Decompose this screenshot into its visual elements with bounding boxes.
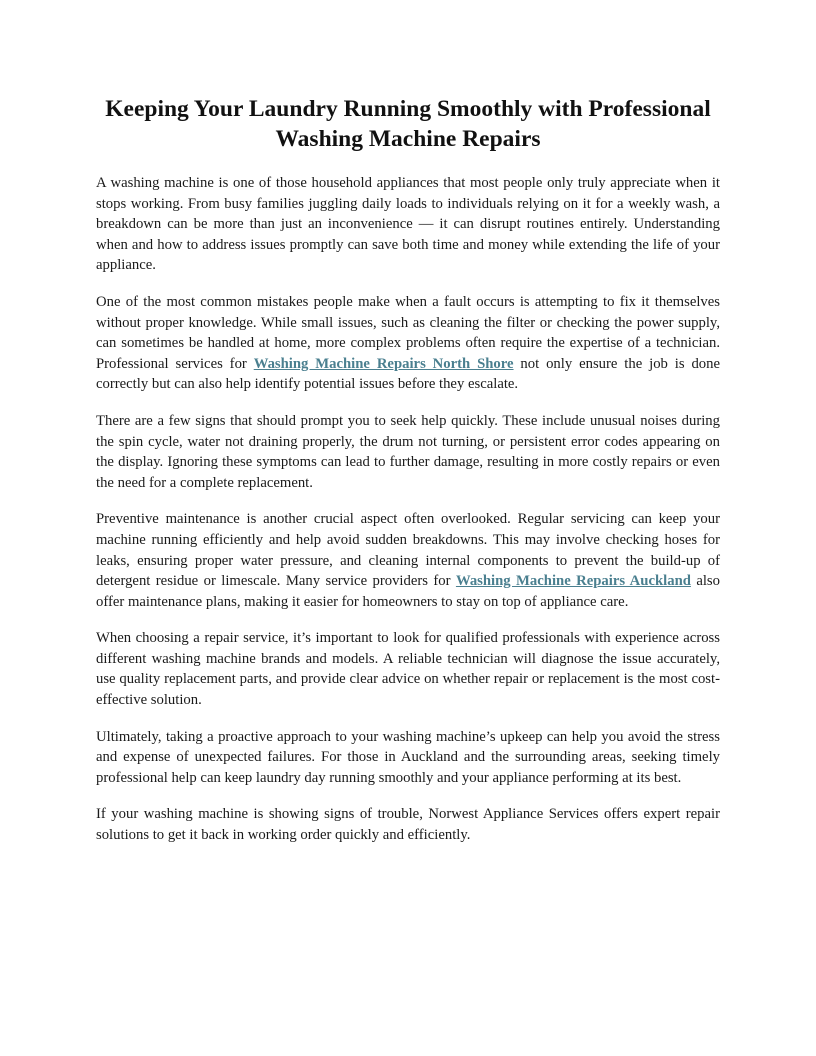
paragraph-intro: A washing machine is one of those household appliances that most people only truly appreciate when it stops working. From busy families juggling daily loads to individuals relying on it for a weekly wash, a breakdown can be more than just an inconvenience — it can disrupt routines entirely. Understanding when and how to address issues promptly can save both time and money while extending the life of your appliance.	[96, 175, 720, 274]
paragraph-text: Preventive maintenance is another crucial aspect often overlooked. Regular servicing can keep your machine running efficiently and help avoid sudden breakdowns. This may involve checking hoses for leaks, ensuring proper water pressure, and cleaning internal components to prevent the build-up of detergent residue or limescale. Many service providers for	[96, 511, 720, 590]
paragraph-choosing-service: When choosing a repair service, it’s important to look for qualified professionals with experience across different washing machine brands and models. A reliable technician will diagnose the issue accurately, use quality replacement parts, and provide clear advice on whether repair or replacement is the most cost-effective solution.	[96, 630, 720, 709]
north-shore-repairs-link[interactable]: Washing Machine Repairs North Shore	[253, 355, 514, 372]
paragraph-preventive-maintenance	[96, 509, 720, 612]
paragraph-conclusion: Ultimately, taking a proactive approach to your washing machine’s upkeep can help you avoid the stress and expense of unexpected failures. For those in Auckland and the surrounding areas, seeking timely professional help can keep laundry day running smoothly and your appliance performing at its best.	[96, 728, 720, 786]
paragraph-text: One of the most common mistakes people make when a fault occurs is attempting to fix it themselves without proper knowledge. While small issues, such as cleaning the filter or checking the power supply, can sometimes be handled at home, more complex problems often require the expertise of a technician. Professional services for	[96, 293, 720, 372]
document-title: Keeping Your Laundry Running Smoothly with Professional Washing Machine Repairs	[105, 96, 711, 152]
paragraph-text: also offer maintenance plans, making it easier for homeowners to stay on top of appliance care.	[96, 573, 720, 610]
paragraph-text: not only ensure the job is done correctly but can also help identify potential issues before they escalate.	[96, 355, 721, 393]
document-page	[96, 94, 720, 862]
paragraph-call-to-action: If your washing machine is showing signs of trouble, Norwest Appliance Services offers expert repair solutions to get it back in working order quickly and efficiently.	[96, 806, 720, 844]
auckland-repairs-link[interactable]: Washing Machine Repairs Auckland	[455, 573, 691, 590]
paragraph-diy-mistakes	[96, 292, 720, 395]
paragraph-warning-signs: There are a few signs that should prompt you to seek help quickly. These include unusual noises during the spin cycle, water not draining properly, the drum not turning, or persistent error codes appearing on the display. Ignoring these symptoms can lead to further damage, resulting in more costly repairs or even the need for a complete replacement.	[96, 412, 720, 491]
